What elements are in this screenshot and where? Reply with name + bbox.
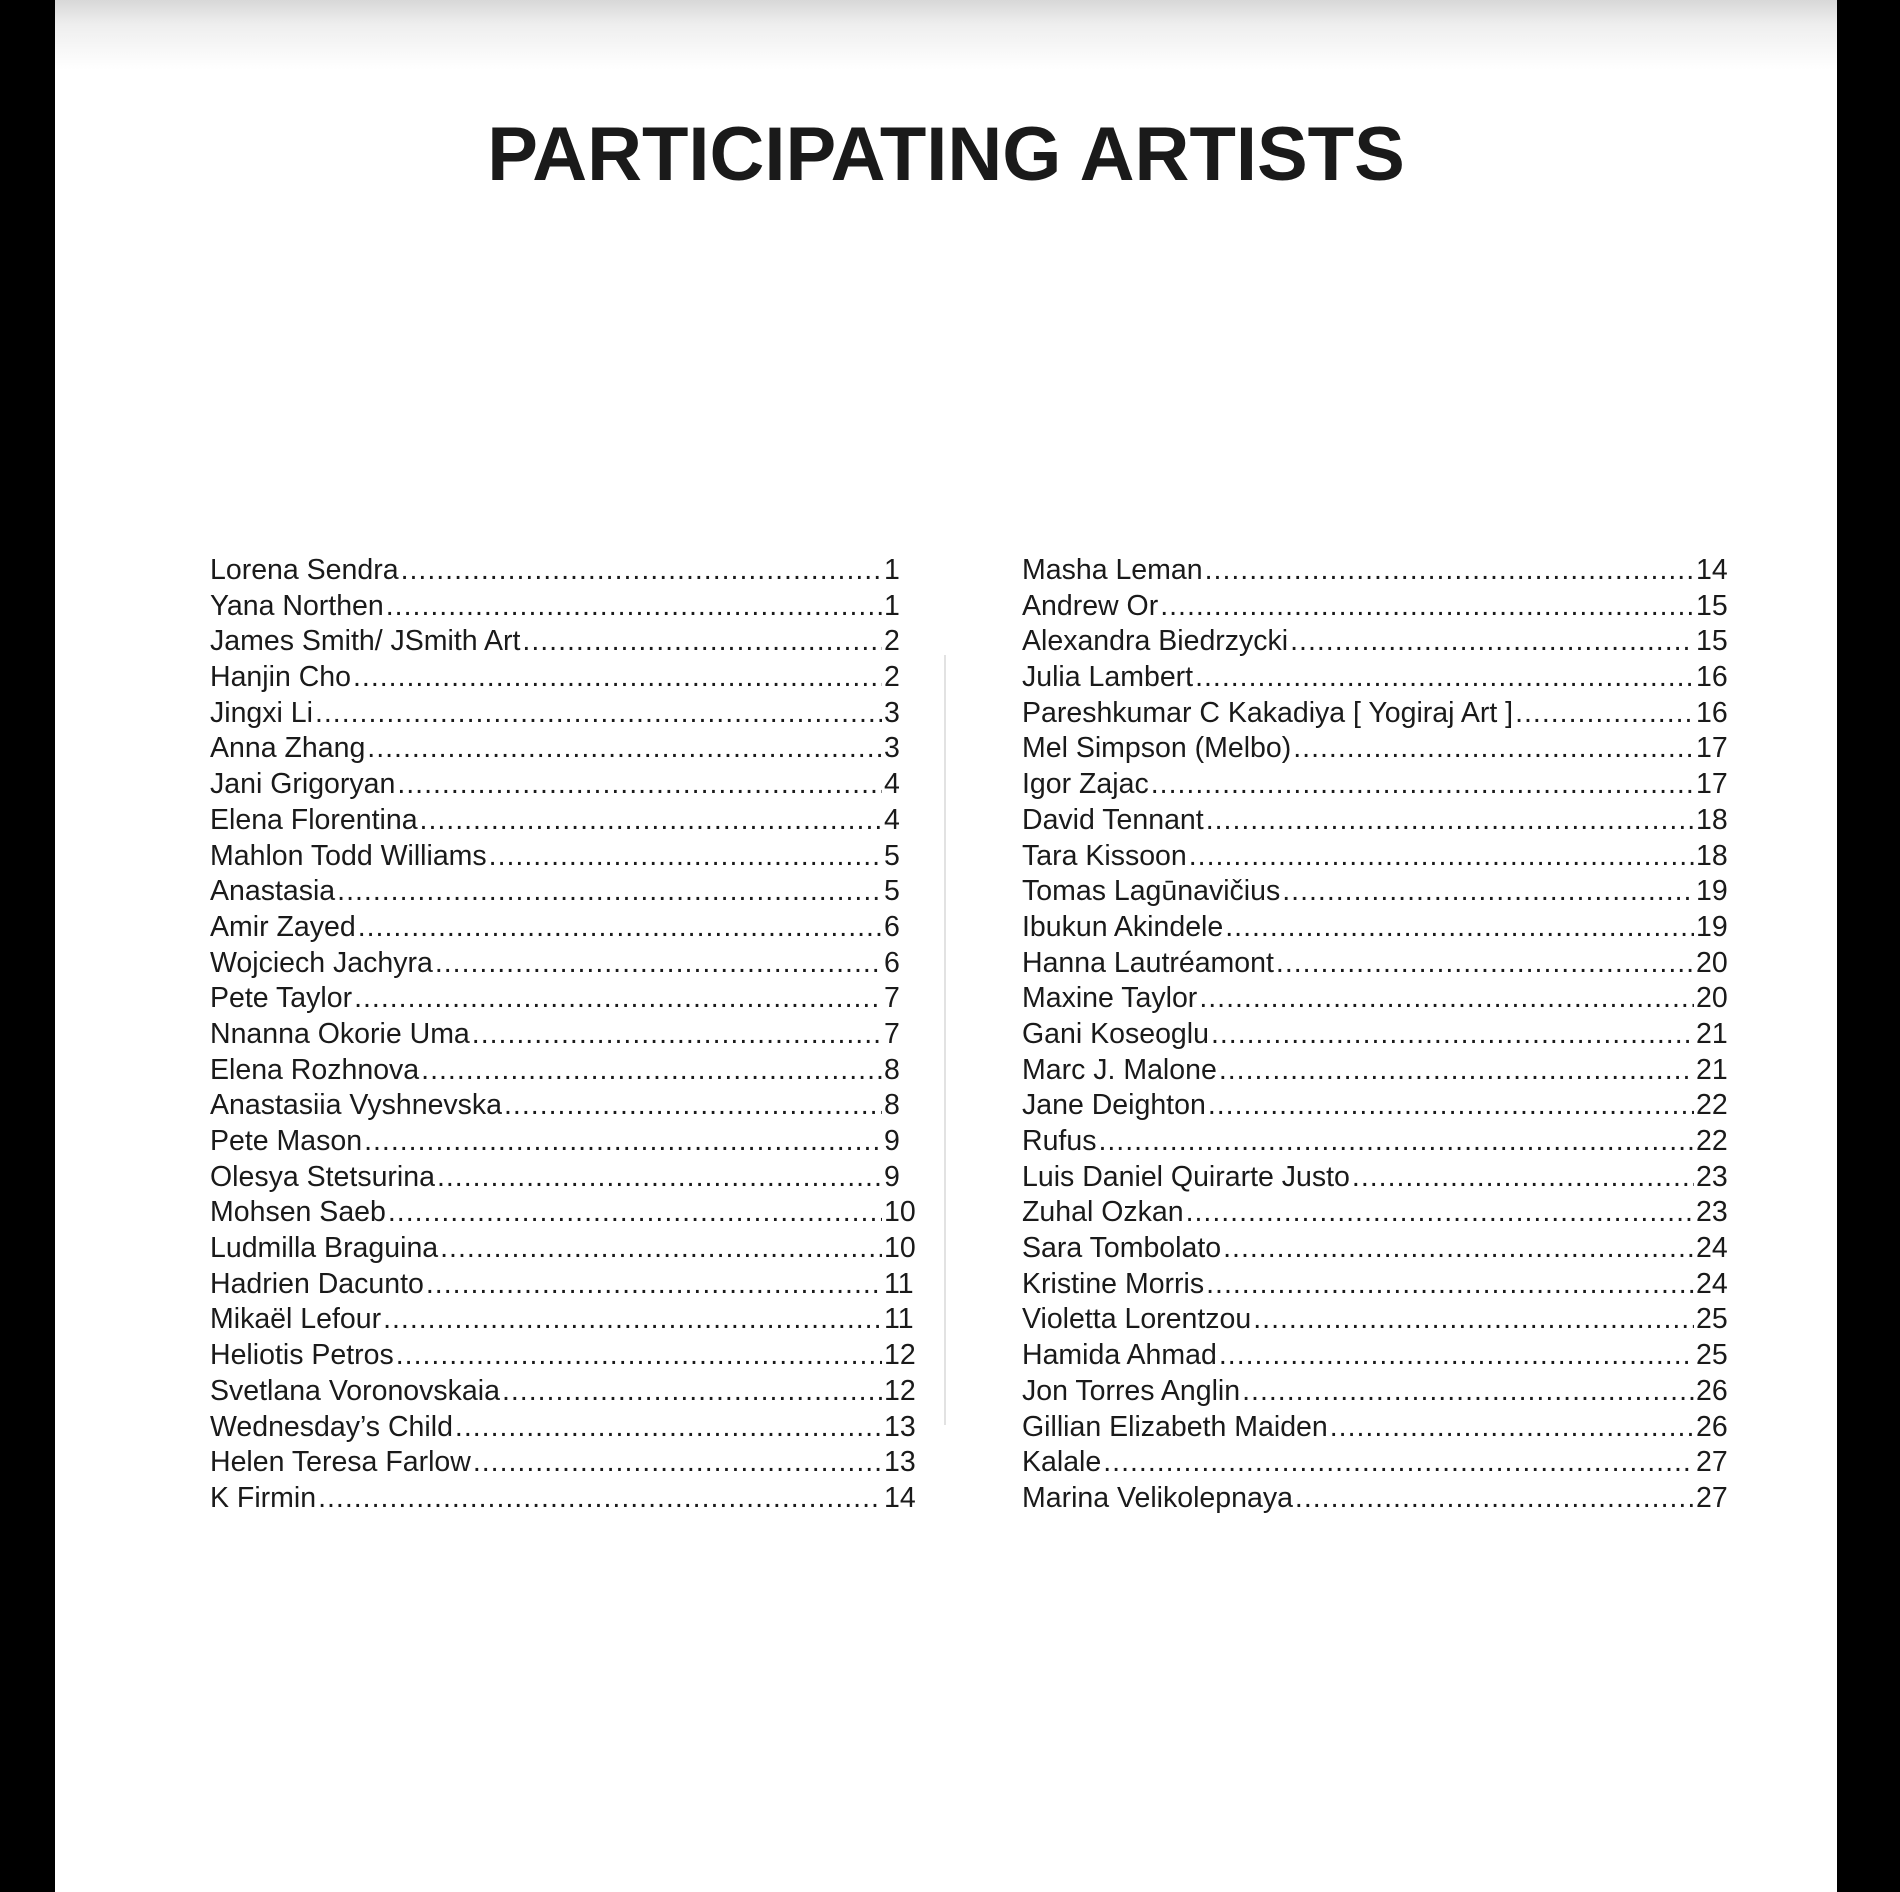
dot-leader bbox=[1225, 910, 1694, 946]
artist-name: Pareshkumar C Kakadiya [ Yogiraj Art ] bbox=[1022, 696, 1514, 729]
page-number: 21 bbox=[1696, 1053, 1728, 1086]
artist-name: Julia Lambert bbox=[1022, 661, 1194, 694]
dot-leader bbox=[1206, 1267, 1694, 1303]
dot-leader bbox=[354, 981, 882, 1017]
dot-leader bbox=[337, 874, 882, 910]
page-number: 12 bbox=[884, 1339, 916, 1372]
artist-name: Igor Zajac bbox=[1022, 768, 1149, 801]
toc-entry bbox=[210, 1088, 920, 1124]
dot-leader bbox=[1290, 624, 1694, 660]
toc-entry bbox=[1022, 553, 1732, 589]
dot-leader bbox=[401, 553, 882, 589]
toc-entry bbox=[210, 981, 920, 1017]
toc-entry bbox=[210, 1267, 920, 1303]
artist-name: Hamida Ahmad bbox=[1022, 1339, 1217, 1372]
toc-entry bbox=[1022, 1410, 1732, 1446]
artist-name: Pete Mason bbox=[210, 1125, 363, 1157]
artist-name: Anna Zhang bbox=[210, 732, 366, 765]
dot-leader bbox=[1151, 767, 1694, 803]
toc-entry bbox=[210, 1374, 920, 1410]
artist-name: David Tennant bbox=[1022, 803, 1204, 836]
toc-entry bbox=[1022, 1124, 1732, 1160]
page-number: 9 bbox=[884, 1160, 900, 1193]
artist-name: Amir Zayed bbox=[210, 910, 356, 943]
dot-leader bbox=[1242, 1374, 1694, 1410]
dot-leader bbox=[364, 1124, 882, 1160]
dot-leader bbox=[440, 1231, 882, 1267]
dot-leader bbox=[1219, 1338, 1694, 1374]
dot-leader bbox=[1160, 589, 1694, 625]
dot-leader bbox=[318, 1481, 882, 1517]
document-page[interactable] bbox=[55, 0, 1837, 1892]
page-number: 18 bbox=[1696, 803, 1728, 836]
dot-leader bbox=[455, 1410, 882, 1446]
dot-leader bbox=[1199, 981, 1694, 1017]
page-title: PARTICIPATING ARTISTS bbox=[487, 112, 1405, 197]
page-number: 11 bbox=[884, 1267, 914, 1300]
page-number: 14 bbox=[1696, 554, 1728, 586]
page-number: 1 bbox=[884, 589, 900, 622]
artist-name: Olesya Stetsurina bbox=[210, 1160, 435, 1193]
artist-name: Maxine Taylor bbox=[1022, 982, 1198, 1015]
artist-list-left-column bbox=[210, 553, 920, 1517]
dot-leader bbox=[472, 1017, 882, 1053]
page-number: 14 bbox=[884, 1481, 916, 1514]
toc-entry bbox=[1022, 624, 1732, 660]
dot-leader bbox=[1295, 1481, 1694, 1517]
artist-name: Jon Torres Anglin bbox=[1022, 1374, 1241, 1407]
dot-leader bbox=[1189, 839, 1694, 875]
page-number: 10 bbox=[884, 1232, 916, 1265]
page-number: 10 bbox=[884, 1196, 916, 1229]
artist-name: Alexandra Biedrzycki bbox=[1022, 625, 1289, 658]
dot-leader bbox=[367, 731, 882, 767]
dot-leader bbox=[1282, 874, 1694, 910]
toc-entry bbox=[210, 660, 920, 696]
toc-entry bbox=[1022, 1088, 1732, 1124]
page-number: 6 bbox=[884, 946, 900, 979]
toc-entry bbox=[210, 910, 920, 946]
artist-name: Nnanna Okorie Uma bbox=[210, 1017, 470, 1050]
dot-leader bbox=[421, 1053, 882, 1089]
column-divider bbox=[944, 655, 946, 1425]
toc-entry bbox=[210, 553, 920, 589]
artist-name: Pete Taylor bbox=[210, 982, 353, 1015]
page-number: 26 bbox=[1696, 1410, 1728, 1443]
dot-leader bbox=[502, 1374, 882, 1410]
page-number: 11 bbox=[884, 1303, 914, 1336]
toc-entry bbox=[1022, 589, 1732, 625]
dot-leader bbox=[396, 1338, 882, 1374]
artist-name: Wojciech Jachyra bbox=[210, 946, 433, 979]
toc-entry bbox=[1022, 1017, 1732, 1053]
artist-name: Ludmilla Braguina bbox=[210, 1232, 439, 1265]
toc-entry bbox=[1022, 1160, 1732, 1196]
toc-entry bbox=[210, 803, 920, 839]
toc-entry bbox=[210, 839, 920, 875]
dot-leader bbox=[315, 696, 882, 732]
toc-entry bbox=[1022, 1338, 1732, 1374]
artist-name: Mahlon Todd Williams bbox=[210, 839, 487, 872]
toc-entry bbox=[1022, 1231, 1732, 1267]
toc-entry bbox=[210, 624, 920, 660]
toc-entry bbox=[210, 874, 920, 910]
toc-entry bbox=[210, 1195, 920, 1231]
page-number: 13 bbox=[884, 1410, 916, 1443]
toc-entry bbox=[210, 589, 920, 625]
dot-leader bbox=[1293, 731, 1694, 767]
page-number: 1 bbox=[884, 554, 900, 586]
dot-leader bbox=[1219, 1053, 1694, 1089]
page-number: 23 bbox=[1696, 1196, 1728, 1229]
dot-leader bbox=[1330, 1410, 1694, 1446]
toc-entry bbox=[210, 1231, 920, 1267]
dot-leader bbox=[1098, 1124, 1694, 1160]
page-number: 27 bbox=[1696, 1446, 1728, 1479]
toc-entry bbox=[210, 1302, 920, 1338]
dot-leader bbox=[522, 624, 882, 660]
artist-name: Marc J. Malone bbox=[1022, 1053, 1217, 1086]
page-number: 5 bbox=[884, 839, 900, 872]
artist-name: Anastasia bbox=[210, 875, 336, 908]
artist-name: Svetlana Voronovskaia bbox=[210, 1374, 500, 1407]
toc-entry bbox=[1022, 731, 1732, 767]
page-number: 27 bbox=[1696, 1481, 1728, 1514]
dot-leader bbox=[1276, 946, 1694, 982]
artist-list-right-column bbox=[1022, 553, 1732, 1517]
page-number: 24 bbox=[1696, 1267, 1728, 1300]
page-number: 9 bbox=[884, 1125, 900, 1157]
artist-name: Jani Grigoryan bbox=[210, 768, 396, 801]
artist-name: Yana Northen bbox=[210, 589, 384, 622]
artist-name: Hanjin Cho bbox=[210, 661, 351, 694]
page-number: 24 bbox=[1696, 1232, 1728, 1265]
dot-leader bbox=[1223, 1231, 1694, 1267]
dot-leader bbox=[1515, 696, 1694, 732]
artist-name: Mikaël Lefour bbox=[210, 1303, 382, 1336]
page-number: 3 bbox=[884, 696, 900, 729]
artist-name: Kristine Morris bbox=[1022, 1267, 1205, 1300]
page-number: 12 bbox=[884, 1374, 916, 1407]
page-number: 15 bbox=[1696, 625, 1728, 658]
dot-leader bbox=[426, 1267, 882, 1303]
toc-entry bbox=[1022, 803, 1732, 839]
page-number: 22 bbox=[1696, 1125, 1728, 1157]
toc-entry bbox=[210, 1410, 920, 1446]
toc-entry bbox=[1022, 981, 1732, 1017]
dot-leader bbox=[437, 1160, 882, 1196]
page-number: 25 bbox=[1696, 1303, 1728, 1336]
artist-name: Wednesday’s Child bbox=[210, 1410, 453, 1443]
artist-name: Gillian Elizabeth Maiden bbox=[1022, 1410, 1328, 1443]
toc-entry bbox=[210, 696, 920, 732]
page-number: 23 bbox=[1696, 1160, 1728, 1193]
page-number: 8 bbox=[884, 1053, 900, 1086]
page-number: 5 bbox=[884, 875, 900, 908]
page-number: 20 bbox=[1696, 982, 1728, 1015]
toc-entry bbox=[1022, 1445, 1732, 1481]
artist-name: Andrew Or bbox=[1022, 589, 1159, 622]
artist-name: K Firmin bbox=[210, 1481, 317, 1514]
artist-name: Violetta Lorentzou bbox=[1022, 1303, 1252, 1336]
page-number: 7 bbox=[884, 982, 900, 1015]
page-number: 22 bbox=[1696, 1089, 1728, 1122]
dot-leader bbox=[1195, 660, 1694, 696]
toc-entry bbox=[1022, 696, 1732, 732]
toc-entry bbox=[210, 767, 920, 803]
artist-name: Hadrien Dacunto bbox=[210, 1267, 424, 1300]
dot-leader bbox=[397, 767, 882, 803]
page-number: 19 bbox=[1696, 910, 1728, 943]
artist-name: Tomas Lagūnavičius bbox=[1022, 875, 1281, 908]
toc-entry bbox=[1022, 1302, 1732, 1338]
page-number: 26 bbox=[1696, 1374, 1728, 1407]
page-number: 17 bbox=[1696, 732, 1728, 765]
artist-name: Hanna Lautréamont bbox=[1022, 946, 1274, 979]
toc-entry bbox=[1022, 1195, 1732, 1231]
page-number: 16 bbox=[1696, 661, 1728, 694]
artist-name: Heliotis Petros bbox=[210, 1339, 394, 1372]
page-number: 2 bbox=[884, 625, 900, 658]
dot-leader bbox=[1205, 553, 1694, 589]
artist-name: Zuhal Ozkan bbox=[1022, 1196, 1184, 1229]
page-number: 4 bbox=[884, 803, 900, 836]
page-number: 25 bbox=[1696, 1339, 1728, 1372]
page-number: 18 bbox=[1696, 839, 1728, 872]
page-number: 6 bbox=[884, 910, 900, 943]
toc-entry bbox=[1022, 1053, 1732, 1089]
artist-name: Rufus bbox=[1022, 1125, 1097, 1157]
artist-name: Jane Deighton bbox=[1022, 1089, 1206, 1122]
page-number: 16 bbox=[1696, 696, 1728, 729]
artist-name: Lorena Sendra bbox=[210, 554, 399, 586]
page-top-shadow bbox=[55, 0, 1837, 70]
dot-leader bbox=[353, 660, 882, 696]
toc-entry bbox=[210, 731, 920, 767]
dot-leader bbox=[388, 1195, 882, 1231]
artist-name: Gani Koseoglu bbox=[1022, 1017, 1209, 1050]
page-number: 8 bbox=[884, 1089, 900, 1122]
toc-entry bbox=[1022, 910, 1732, 946]
toc-entry bbox=[1022, 946, 1732, 982]
toc-entry bbox=[1022, 839, 1732, 875]
page-number: 17 bbox=[1696, 768, 1728, 801]
toc-entry bbox=[210, 1053, 920, 1089]
toc-entry bbox=[1022, 1481, 1732, 1517]
artist-name: Jingxi Li bbox=[210, 696, 313, 729]
artist-name: Masha Leman bbox=[1022, 554, 1203, 586]
artist-name: Mohsen Saeb bbox=[210, 1196, 386, 1229]
page-number: 20 bbox=[1696, 946, 1728, 979]
artist-name: Marina Velikolepnaya bbox=[1022, 1481, 1293, 1514]
toc-entry bbox=[1022, 874, 1732, 910]
toc-entry bbox=[210, 946, 920, 982]
dot-leader bbox=[1103, 1445, 1694, 1481]
dot-leader bbox=[489, 839, 882, 875]
toc-entry bbox=[210, 1017, 920, 1053]
toc-entry bbox=[210, 1481, 920, 1517]
dot-leader bbox=[1208, 1088, 1694, 1124]
dot-leader bbox=[1211, 1017, 1694, 1053]
dot-leader bbox=[386, 589, 882, 625]
dot-leader bbox=[1253, 1302, 1694, 1338]
artist-name: Ibukun Akindele bbox=[1022, 910, 1224, 943]
dot-leader bbox=[504, 1088, 882, 1124]
toc-entry bbox=[210, 1445, 920, 1481]
page-number: 3 bbox=[884, 732, 900, 765]
dot-leader bbox=[473, 1445, 882, 1481]
dot-leader bbox=[383, 1302, 882, 1338]
artist-name: James Smith/ JSmith Art bbox=[210, 625, 521, 658]
toc-entry bbox=[1022, 767, 1732, 803]
page-number: 21 bbox=[1696, 1017, 1728, 1050]
dot-leader bbox=[435, 946, 882, 982]
artist-name: Anastasiia Vyshnevska bbox=[210, 1089, 503, 1122]
page-number: 15 bbox=[1696, 589, 1728, 622]
dot-leader bbox=[420, 803, 882, 839]
artist-name: Sara Tombolato bbox=[1022, 1232, 1222, 1265]
artist-name: Elena Florentina bbox=[210, 803, 418, 836]
page-number: 7 bbox=[884, 1017, 900, 1050]
dot-leader bbox=[1352, 1160, 1694, 1196]
page-number: 13 bbox=[884, 1446, 916, 1479]
toc-entry bbox=[210, 1124, 920, 1160]
page-number: 2 bbox=[884, 661, 900, 694]
artist-name: Kalale bbox=[1022, 1446, 1102, 1479]
toc-entry bbox=[210, 1338, 920, 1374]
artist-name: Mel Simpson (Melbo) bbox=[1022, 732, 1292, 765]
toc-entry bbox=[1022, 1267, 1732, 1303]
toc-entry bbox=[1022, 660, 1732, 696]
page-number: 4 bbox=[884, 768, 900, 801]
artist-name: Helen Teresa Farlow bbox=[210, 1446, 471, 1479]
artist-name: Luis Daniel Quirarte Justo bbox=[1022, 1160, 1350, 1193]
toc-entry bbox=[1022, 1374, 1732, 1410]
page-number: 19 bbox=[1696, 875, 1728, 908]
dot-leader bbox=[1186, 1195, 1694, 1231]
dot-leader bbox=[1206, 803, 1694, 839]
artist-name: Elena Rozhnova bbox=[210, 1053, 420, 1086]
dot-leader bbox=[358, 910, 882, 946]
artist-name: Tara Kissoon bbox=[1022, 839, 1187, 872]
toc-entry bbox=[210, 1160, 920, 1196]
